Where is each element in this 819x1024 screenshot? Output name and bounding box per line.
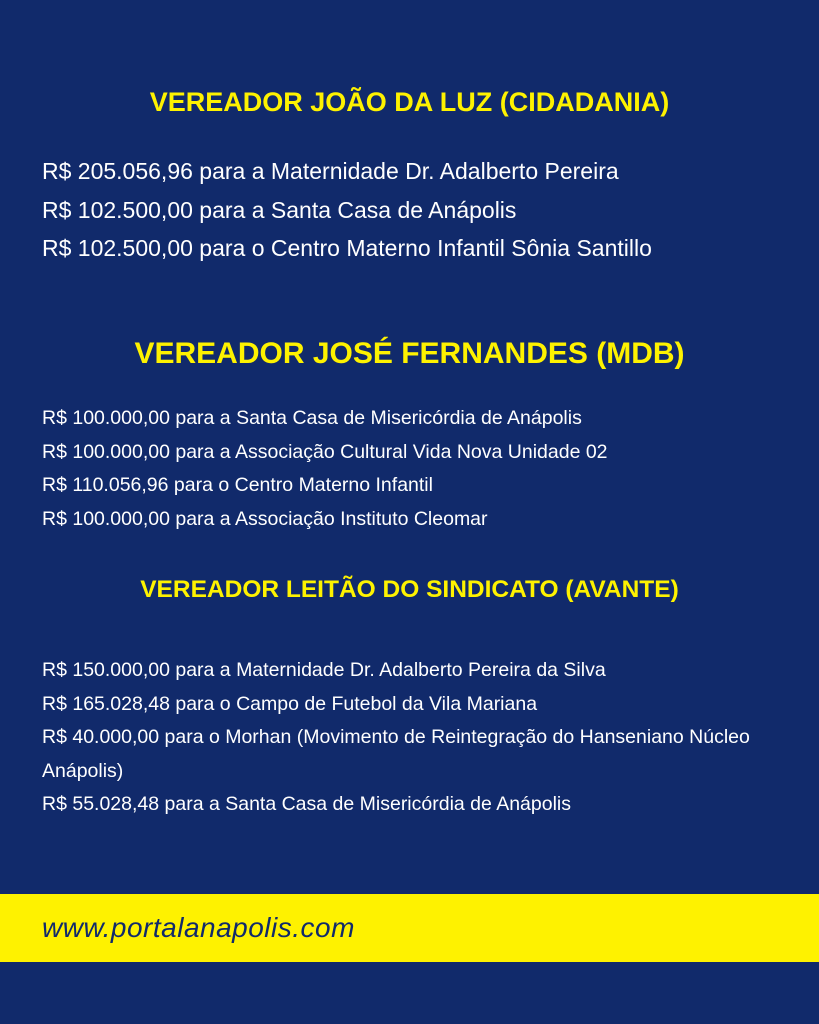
list-item: R$ 150.000,00 para a Maternidade Dr. Adalberto Pereira da Silva <box>42 659 606 681</box>
list-item: R$ 100.000,00 para a Santa Casa de Misericórdia de Anápolis <box>42 407 582 429</box>
list-item: R$ 102.500,00 para a Santa Casa de Anápolis <box>42 196 517 223</box>
list-item: R$ 55.028,48 para a Santa Casa de Misericórdia de Anápolis <box>42 793 572 815</box>
footer-banner <box>0 894 819 962</box>
list-item: R$ 205.056,96 para a Maternidade Dr. Adalberto Pereira <box>42 158 619 184</box>
item-list <box>0 654 819 822</box>
section-jose-fernandes <box>0 332 819 536</box>
section-joao-da-luz <box>0 82 819 268</box>
list-item: R$ 100.000,00 para a Associação Cultural Vida Nova Unidade 02 <box>42 440 608 463</box>
item-list <box>0 152 819 268</box>
list-item: R$ 165.028,48 para o Campo de Futebol da Vila Mariana <box>42 692 538 715</box>
website-link[interactable]: www.portalanapolis.com <box>42 912 355 943</box>
section-heading: VEREADOR LEITÃO DO SINDICATO (AVANTE) <box>140 576 679 603</box>
list-item: R$ 40.000,00 para o Morhan (Movimento de Reintegração do Hanseniano Núcleo Anápolis) <box>42 726 750 782</box>
list-item: R$ 100.000,00 para a Associação Instituto Cleomar <box>42 507 488 530</box>
list-item: R$ 110.056,96 para o Centro Materno Infantil <box>42 474 433 496</box>
list-item: R$ 102.500,00 para o Centro Materno Infantil Sônia Santillo <box>42 235 652 261</box>
item-list <box>0 402 819 536</box>
section-leitao-do-sindicato <box>0 570 819 822</box>
section-heading: VEREADOR JOÃO DA LUZ (CIDADANIA) <box>149 87 670 117</box>
section-heading: VEREADOR JOSÉ FERNANDES (MDB) <box>134 337 685 370</box>
